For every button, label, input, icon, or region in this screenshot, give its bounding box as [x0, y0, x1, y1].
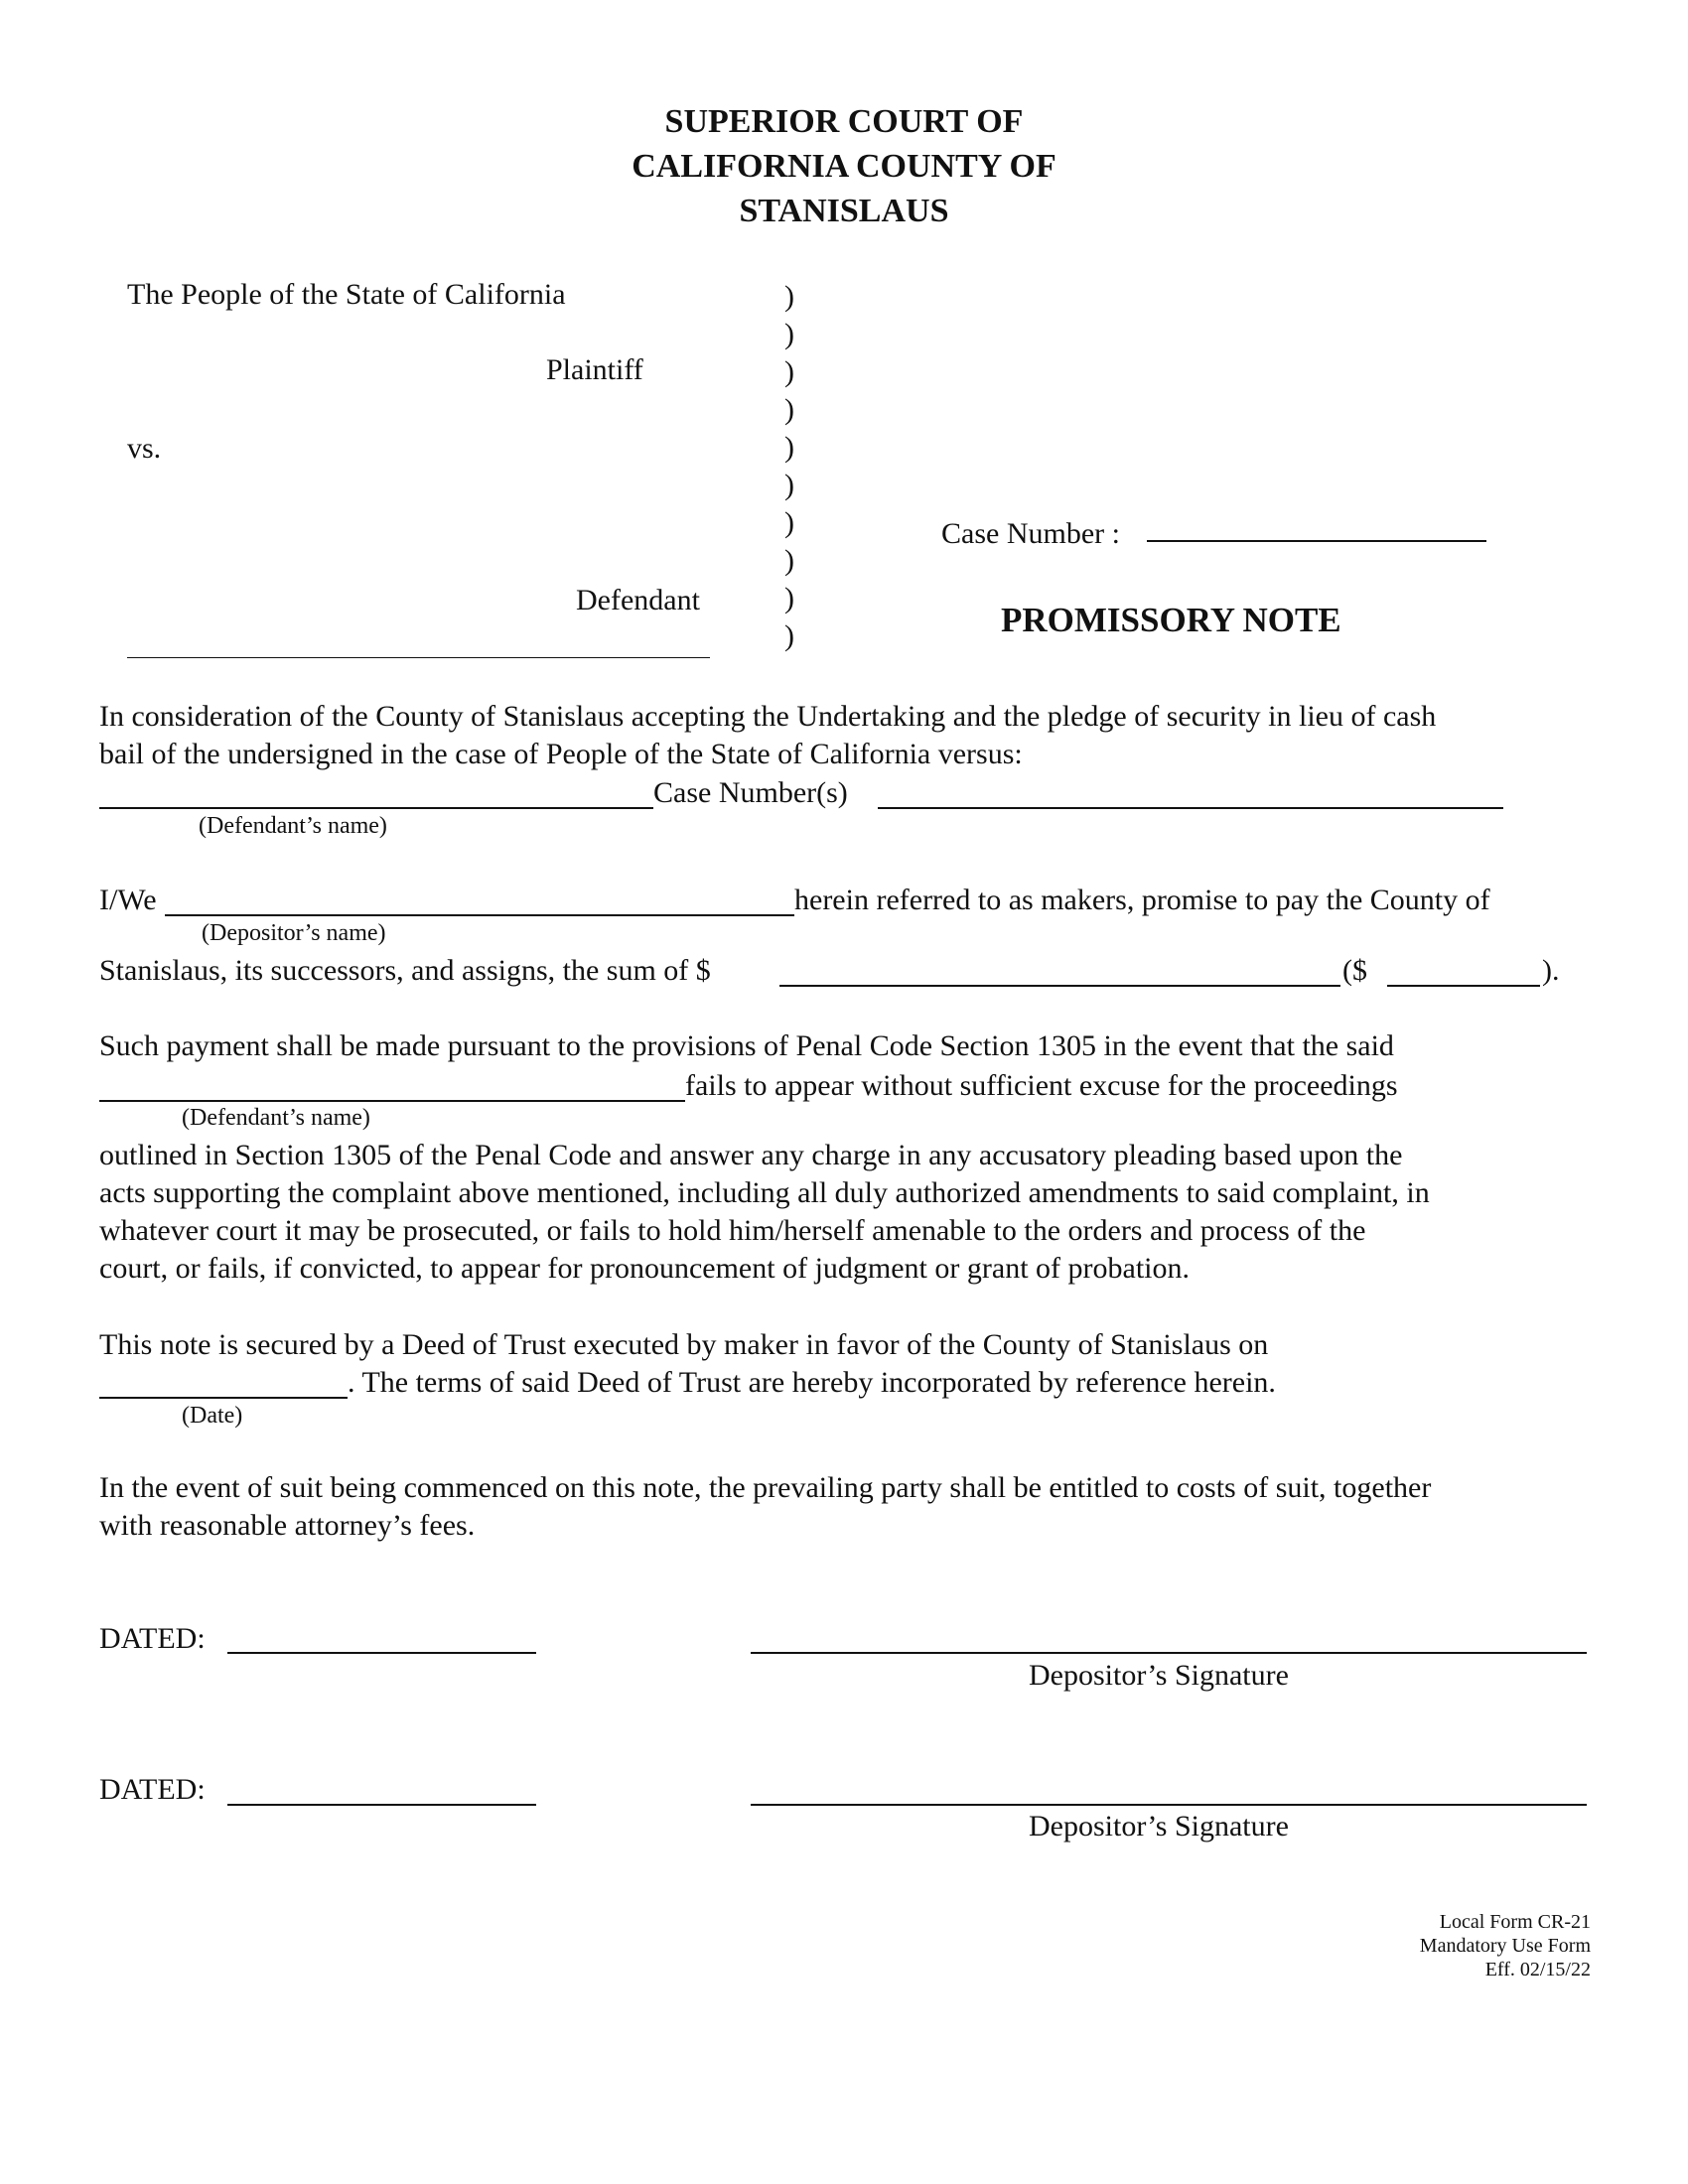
defendant-name-line[interactable] — [127, 657, 710, 658]
sum-paren-close: ). — [1542, 954, 1560, 987]
suit-text-line-2: with reasonable attorney’s fees. — [99, 1509, 476, 1542]
court-title-line-1: SUPERIOR COURT OF — [664, 103, 1024, 140]
case-number-label: Case Number : — [941, 517, 1120, 550]
sum-words-field[interactable] — [779, 985, 1340, 987]
depositor-signature-line[interactable] — [751, 1804, 1587, 1806]
caption-paren: ) — [784, 544, 794, 577]
deed-text-line-1: This note is secured by a Deed of Trust executed by maker in favor of the County of Stanislaus on — [99, 1328, 1269, 1361]
plaintiff-party: The People of the State of California — [127, 278, 566, 311]
sum-amount-field[interactable] — [1387, 985, 1540, 987]
form-effective-date: Eff. 02/15/22 — [1484, 1959, 1591, 1980]
caption-paren: ) — [784, 355, 794, 388]
depositor-signature-line[interactable] — [751, 1652, 1587, 1654]
makers-text: herein referred to as makers, promise to pay the County of — [794, 884, 1490, 916]
sum-paren-open: ($ — [1342, 954, 1367, 987]
iwe-label: I/We — [99, 884, 157, 916]
caption-paren: ) — [784, 469, 794, 501]
document-title: PROMISSORY NOTE — [1001, 601, 1341, 639]
suit-text-line-1: In the event of suit being commenced on this note, the prevailing party shall be entitled to costs of suit, together — [99, 1471, 1432, 1504]
depositor-signature-caption: Depositor’s Signature — [1029, 1810, 1289, 1843]
depositor-name-caption: (Depositor’s name) — [202, 920, 386, 946]
defendant-name-field[interactable] — [99, 807, 653, 809]
depositor-name-field[interactable] — [165, 914, 794, 916]
caption-paren: ) — [784, 506, 794, 539]
case-numbers-field[interactable] — [878, 807, 1503, 809]
case-numbers-label: Case Number(s) — [653, 776, 848, 809]
consideration-text-line-1: In consideration of the County of Stanislaus accepting the Undertaking and the pledge of security in lieu of cash — [99, 700, 1437, 733]
dated-label: DATED: — [99, 1622, 206, 1655]
plaintiff-label: Plaintiff — [546, 353, 643, 386]
caption-paren: ) — [784, 619, 794, 652]
form-usage: Mandatory Use Form — [1419, 1935, 1591, 1957]
payment-text-line-4: acts supporting the complaint above mentioned, including all duly authorized amendments to said complaint, in — [99, 1176, 1430, 1209]
caption-paren: ) — [784, 318, 794, 350]
payment-text-line-1: Such payment shall be made pursuant to the provisions of Penal Code Section 1305 in the event that the said — [99, 1029, 1394, 1062]
date-caption: (Date) — [182, 1403, 243, 1429]
court-title-line-2: CALIFORNIA COUNTY OF — [632, 148, 1056, 185]
deed-text-line-2: . The terms of said Deed of Trust are hereby incorporated by reference herein. — [348, 1366, 1276, 1399]
dated-field[interactable] — [227, 1652, 536, 1654]
dated-label: DATED: — [99, 1773, 206, 1806]
payment-text-line-5: whatever court it may be prosecuted, or fails to hold him/herself amenable to the orders and process of the — [99, 1214, 1366, 1247]
depositor-signature-caption: Depositor’s Signature — [1029, 1659, 1289, 1692]
sum-text: Stanislaus, its successors, and assigns, the sum of $ — [99, 954, 711, 987]
caption-paren: ) — [784, 582, 794, 614]
defendant-name-field-2[interactable] — [99, 1100, 685, 1102]
consideration-text-line-2: bail of the undersigned in the case of People of the State of California versus: — [99, 738, 1023, 770]
court-title-line-3: STANISLAUS — [739, 193, 949, 229]
caption-paren: ) — [784, 393, 794, 426]
fails-text: fails to appear without sufficient excuse for the proceedings — [685, 1069, 1398, 1102]
form-id: Local Form CR-21 — [1439, 1911, 1591, 1933]
defendant-name-caption: (Defendant’s name) — [199, 813, 387, 839]
dated-field[interactable] — [227, 1804, 536, 1806]
defendant-label: Defendant — [576, 584, 700, 616]
caption-paren: ) — [784, 280, 794, 313]
payment-text-line-6: court, or fails, if convicted, to appear for pronouncement of judgment or grant of probation. — [99, 1252, 1190, 1285]
case-number-field[interactable] — [1147, 540, 1486, 542]
payment-text-line-3: outlined in Section 1305 of the Penal Code and answer any charge in any accusatory pleading based upon the — [99, 1139, 1403, 1171]
vs-label: vs. — [127, 432, 162, 465]
caption-paren: ) — [784, 431, 794, 464]
deed-date-field[interactable] — [99, 1397, 348, 1399]
defendant-name-caption-2: (Defendant’s name) — [182, 1105, 370, 1131]
